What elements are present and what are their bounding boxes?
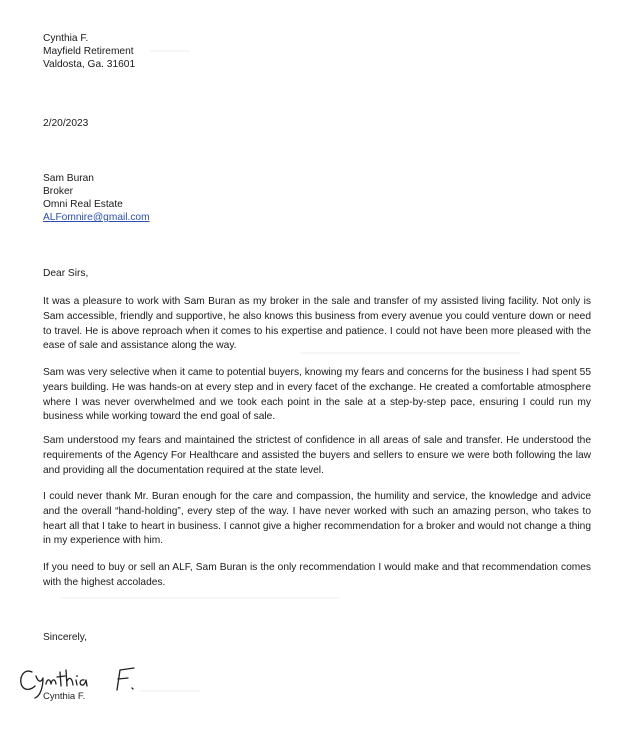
letter-date-block <box>43 117 583 130</box>
sender-name: Cynthia F. <box>43 33 89 44</box>
salutation-block <box>43 267 583 280</box>
closing: Sincerely, <box>43 632 87 643</box>
sender-address-block <box>43 32 583 71</box>
salutation: Dear Sirs, <box>43 268 89 279</box>
recipient-title: Broker <box>43 186 74 197</box>
sender-address: Valdosta, Ga. 31601 <box>43 59 136 70</box>
closing-block <box>43 631 583 644</box>
body-paragraph-1: It was a pleasure to work with Sam Buran as my broker in the sale and transfer of my assisted living facility. Not only is Sam accessible, friendly and supportive, he also knows this business from every avenue you could venture down or need to travel. He is above reproach when it comes to his expertise and patience. I could not have been more pleased with the ease of sale and assistance along the way. <box>43 296 591 352</box>
recipient-email-link[interactable]: ALFomnire@gmail.com <box>43 212 150 223</box>
scan-artifact <box>60 597 340 599</box>
recipient-name: Sam Buran <box>43 173 94 184</box>
sender-organization: Mayfield Retirement <box>43 46 134 57</box>
body-paragraph-2: Sam was very selective when it came to potential buyers, knowing my fears and concerns for the business I had spent 55 years building. He was hands-on at every step and in every facet of the exchange. He created a comfortable atmosphere where I was never overwhelmed and we took each point in the sale at a step-by-step pace, ensuring I could run my business while working toward the end goal of sale. <box>43 367 591 423</box>
recipient-address-block <box>43 172 583 224</box>
printed-signature-name: Cynthia F. <box>43 691 86 702</box>
letter-date: 2/20/2023 <box>43 118 89 129</box>
body-paragraph-5: If you need to buy or sell an ALF, Sam Buran is the only recommendation I would make and that recommendation comes with the highest accolades. <box>43 562 591 588</box>
recipient-company: Omni Real Estate <box>43 199 123 210</box>
body-paragraph-4: I could never thank Mr. Buran enough for the care and compassion, the humility and service, the knowledge and advice and the overall “hand-holding”, every step of the way. I have never worked with such an amazing person, who takes to heart all that I take to heart in business. I cannot give a higher recommendation for a broker and would not change a thing in my experience with him. <box>43 491 591 547</box>
body-paragraph-3: Sam understood my fears and maintained the strictest of confidence in all areas of sale and transfer. He understood the requirements of the Agency For Healthcare and assisted the buyers and sellers to ensure we were both following the law and providing all the documentation required at the state level. <box>43 435 591 476</box>
scan-artifact <box>140 690 200 692</box>
